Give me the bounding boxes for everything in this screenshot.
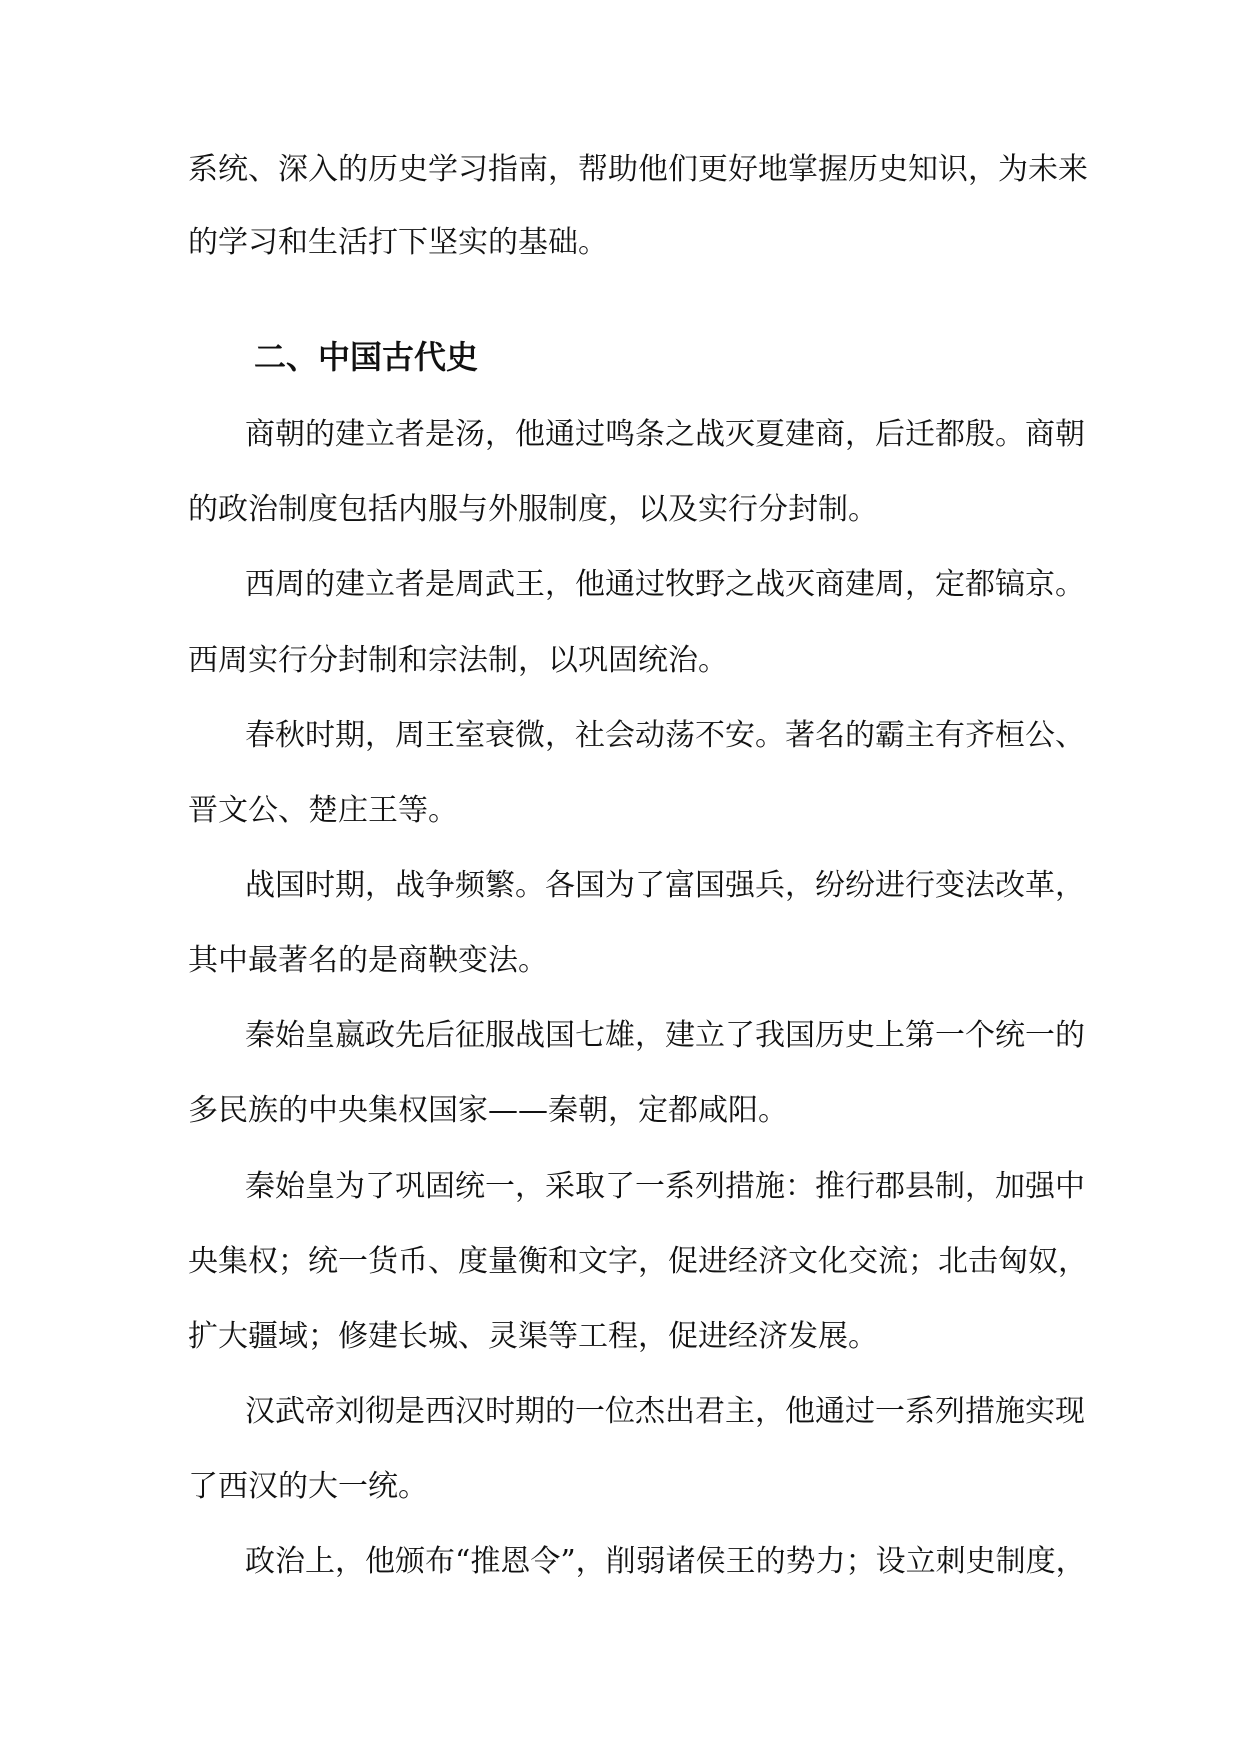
paragraph-line: 其中最著名的是商鞅变法。 [188, 943, 548, 978]
paragraph-line: 政治上，他颁布“推恩令”，削弱诸侯王的势力；设立刺史制度， [245, 1544, 1086, 1579]
paragraph-line: 战国时期，战争频繁。各国为了富国强兵，纷纷进行变法改革， [245, 868, 1085, 903]
paragraph-line: 了西汉的大一统。 [188, 1469, 428, 1504]
paragraph-line: 扩大疆域；修建长城、灵渠等工程，促进经济发展。 [188, 1319, 878, 1354]
intro-line: 系统、深入的历史学习指南，帮助他们更好地掌握历史知识，为未来 [188, 152, 1088, 187]
paragraph-line: 西周实行分封制和宗法制，以巩固统治。 [188, 643, 728, 678]
paragraph-line: 央集权；统一货币、度量衡和文字，促进经济文化交流；北击匈奴， [188, 1244, 1088, 1279]
paragraph-line: 多民族的中央集权国家——秦朝，定都咸阳。 [188, 1093, 788, 1128]
paragraph-line: 的政治制度包括内服与外服制度，以及实行分封制。 [188, 492, 878, 527]
paragraph-line: 秦始皇嬴政先后征服战国七雄，建立了我国历史上第一个统一的 [245, 1018, 1085, 1053]
intro-line: 的学习和生活打下坚实的基础。 [188, 225, 608, 260]
paragraph-line: 晋文公、楚庄王等。 [188, 793, 458, 828]
paragraph-line: 西周的建立者是周武王，他通过牧野之战灭商建周，定都镐京。 [245, 567, 1085, 602]
paragraph-line: 春秋时期，周王室衰微，社会动荡不安。著名的霸主有齐桓公、 [245, 718, 1085, 753]
paragraph-line: 汉武帝刘彻是西汉时期的一位杰出君主，他通过一系列措施实现 [245, 1394, 1085, 1429]
paragraph-line: 秦始皇为了巩固统一，采取了一系列措施：推行郡县制，加强中 [245, 1169, 1085, 1204]
paragraph-line: 商朝的建立者是汤，他通过鸣条之战灭夏建商，后迁都殷。商朝 [245, 417, 1085, 452]
section-heading: 二、中国古代史 [254, 338, 479, 376]
